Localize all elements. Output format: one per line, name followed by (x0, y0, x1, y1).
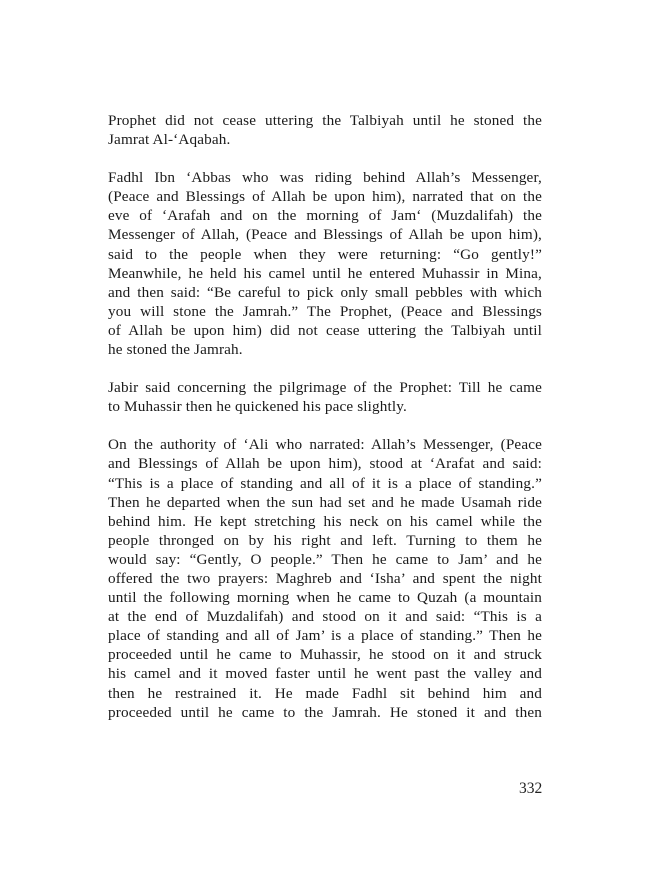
text-line: Prophet did not cease uttering the Talbiyah until he stoned the (108, 112, 542, 129)
text-line: Jabir said concerning the pilgrimage of the Prophet: Till he came (108, 379, 542, 397)
paragraph-3 (108, 378, 542, 416)
text-line: “This is a place of standing and all of it is a place of standing.” (108, 474, 542, 492)
text-line: he stoned the Jamrah. (108, 341, 243, 359)
paragraph-2 (108, 168, 542, 359)
text-line: then he restrained it. He made Fadhl sit behind him and (108, 684, 542, 702)
text-line: offered the two prayers: Maghreb and ‘Isha’ and spent the night (108, 569, 542, 587)
text-line: you will stone the Jamrah.” The Prophet, (Peace and Blessings (108, 302, 542, 320)
text-line: proceeded until he came to the Jamrah. He stoned it and then (108, 703, 542, 721)
page-body (108, 111, 542, 741)
text-line: Fadhl Ibn ‘Abbas who was riding behind Allah’s Messenger, (108, 169, 542, 187)
text-line: eve of ‘Arafah and on the morning of Jam‘ (Muzdalifah) the (108, 207, 542, 225)
text-line: (Peace and Blessings of Allah be upon him), narrated that on the (108, 188, 542, 206)
text-line: said to the people when they were returning: “Go gently!” (108, 245, 542, 263)
text-line: Messenger of Allah, (Peace and Blessings of Allah be upon him), (108, 226, 542, 244)
text-line: and then said: “Be careful to pick only small pebbles with which (108, 283, 542, 301)
text-line: would say: “Gently, O people.” Then he came to Jam’ and he (108, 550, 542, 568)
text-line: Meanwhile, he held his camel until he entered Muhassir in Mina, (108, 264, 542, 282)
text-line: and Blessings of Allah be upon him), stood at ‘Arafat and said: (108, 455, 542, 473)
page-number: 332 (519, 780, 543, 797)
text-line: Jamrat Al-‘Aqabah. (108, 131, 231, 149)
text-line: until the following morning when he came to Quzah (a mountain (108, 589, 542, 607)
text-line: Then he departed when the sun had set and he made Usamah ride (108, 493, 542, 511)
paragraph-4 (108, 435, 542, 721)
text-line: to Muhassir then he quickened his pace slightly. (108, 398, 407, 416)
text-line: place of standing and all of Jam’ is a place of standing.” Then he (108, 627, 542, 645)
text-line: behind him. He kept stretching his neck on his camel while the (108, 512, 542, 530)
text-line: people thronged on by his right and left. Turning to them he (108, 531, 542, 549)
text-line: his camel and it moved faster until he went past the valley and (108, 665, 542, 683)
text-line: at the end of Muzdalifah) and stood on it and said: “This is a (108, 608, 542, 626)
text-line: On the authority of ‘Ali who narrated: Allah’s Messenger, (Peace (108, 436, 542, 454)
text-line: proceeded until he came to Muhassir, he stood on it and struck (108, 646, 542, 664)
text-line: of Allah be upon him) did not cease uttering the Talbiyah until (108, 321, 542, 339)
paragraph-1 (108, 111, 542, 149)
